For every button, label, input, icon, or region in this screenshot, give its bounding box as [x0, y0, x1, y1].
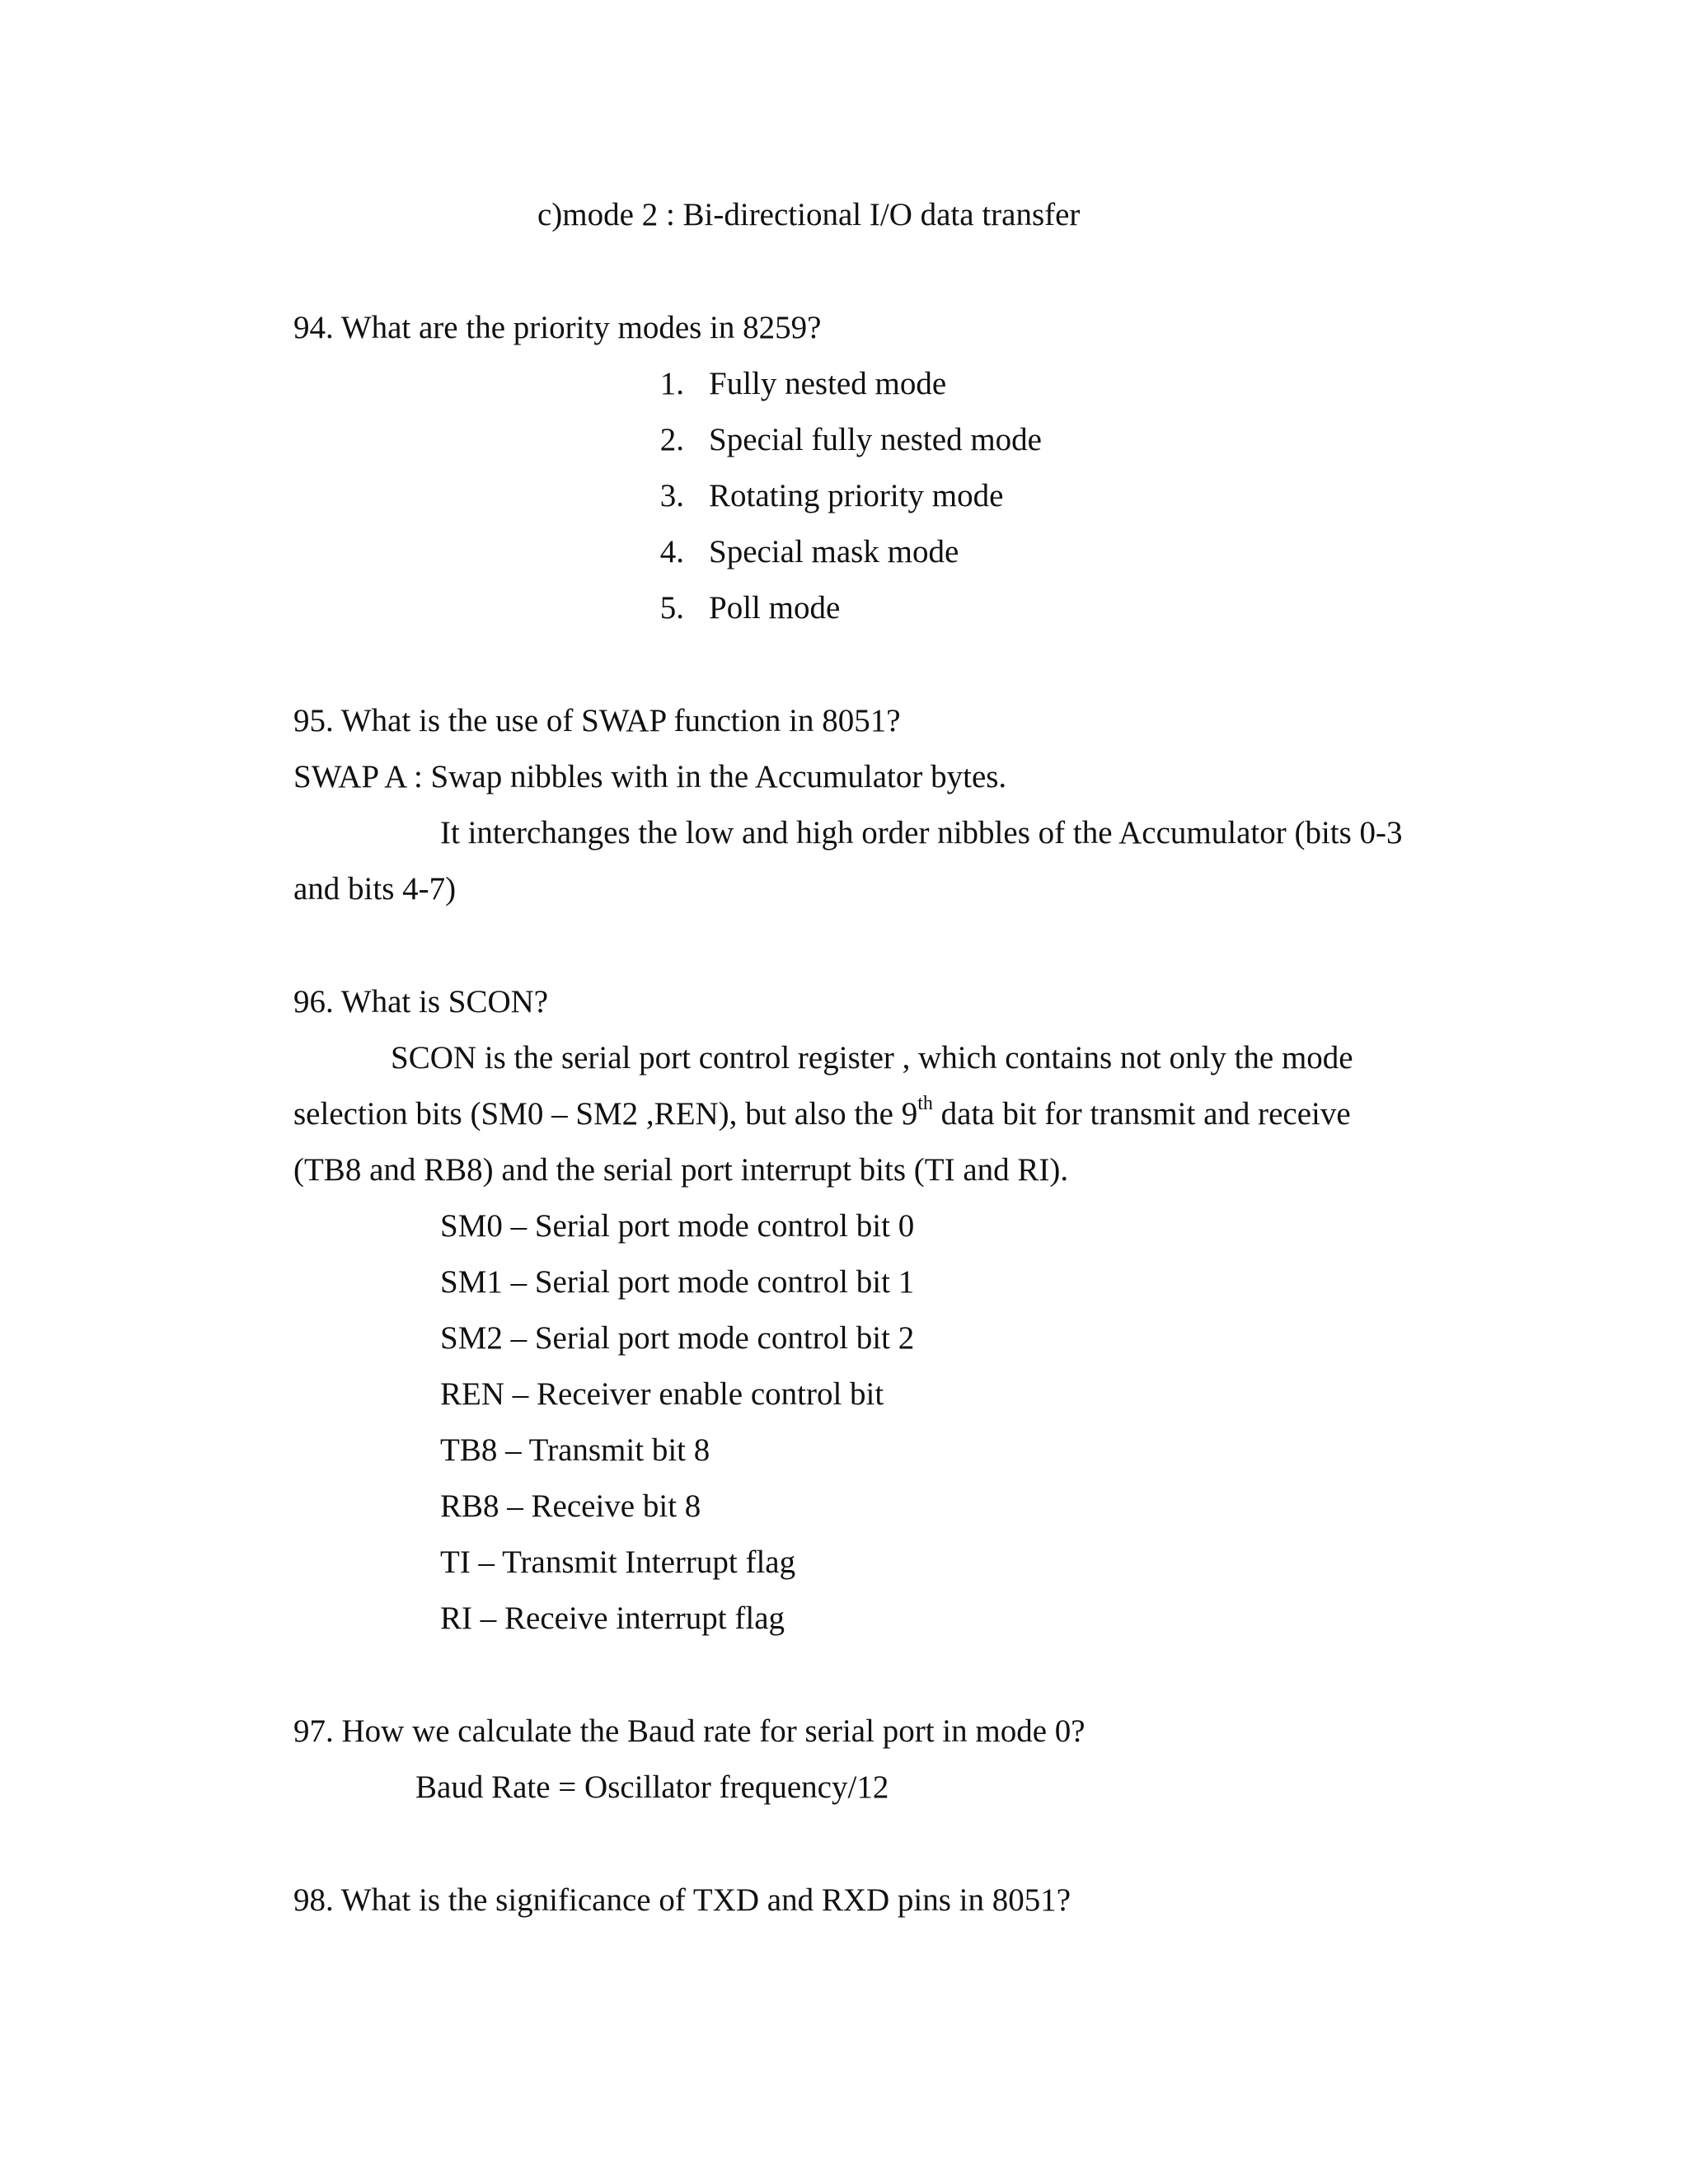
answer-96-line2-a: selection bits (SM0 – SM2 ,REN), but also the 9 — [293, 1096, 918, 1132]
scon-bit-ren: REN – Receiver enable control bit — [440, 1376, 884, 1412]
scon-bit-ri: RI – Receive interrupt flag — [440, 1601, 785, 1636]
question-98: 98. What is the significance of TXD and RXD pins in 8051? — [293, 1882, 1071, 1918]
scon-bit-ti: TI – Transmit Interrupt flag — [440, 1544, 796, 1580]
question-96: 96. What is SCON? — [293, 984, 549, 1019]
scon-bit-rb8: RB8 – Receive bit 8 — [440, 1488, 701, 1524]
answer-95-line3: and bits 4-7) — [293, 871, 457, 907]
list-item — [635, 420, 1042, 460]
answer-96-line3: (TB8 and RB8) and the serial port interrupt bits (TI and RI). — [293, 1152, 1069, 1188]
list-number: 3. — [659, 478, 684, 513]
list-text: Fully nested mode — [709, 366, 947, 401]
answer-97: Baud Rate = Oscillator frequency/12 — [415, 1769, 889, 1805]
list-number: 1. — [659, 366, 684, 401]
question-97: 97. How we calculate the Baud rate for serial port in mode 0? — [293, 1713, 1085, 1749]
answer-96-line1: SCON is the serial port control register , which contains not only the mode — [391, 1040, 1353, 1076]
question-94: 94. What are the priority modes in 8259? — [293, 310, 822, 345]
answer-95-line1: SWAP A : Swap nibbles with in the Accumulator bytes. — [293, 759, 1007, 794]
list-item — [635, 364, 946, 404]
answer-95-line2: It interchanges the low and high order nibbles of the Accumulator (bits 0-3 — [440, 815, 1403, 851]
list-text: Special fully nested mode — [709, 422, 1042, 457]
list-number: 2. — [659, 422, 684, 457]
list-item — [635, 476, 1003, 516]
scon-bit-sm2: SM2 – Serial port mode control bit 2 — [440, 1320, 915, 1356]
list-number: 5. — [659, 590, 684, 626]
list-item — [635, 588, 840, 628]
list-number: 4. — [659, 534, 684, 569]
superscript-th: th — [917, 1093, 933, 1114]
list-text: Special mask mode — [709, 534, 959, 569]
list-item — [635, 532, 959, 572]
scon-bit-tb8: TB8 – Transmit bit 8 — [440, 1432, 710, 1468]
question-95: 95. What is the use of SWAP function in 8051? — [293, 703, 901, 738]
scon-bit-sm1: SM1 – Serial port mode control bit 1 — [440, 1264, 915, 1300]
answer-96-line2 — [293, 1094, 1351, 1134]
mode2-line: c)mode 2 : Bi-directional I/O data transfer — [537, 197, 1081, 232]
scon-bit-sm0: SM0 – Serial port mode control bit 0 — [440, 1208, 915, 1244]
answer-96-line2-b: data bit for transmit and receive — [932, 1096, 1351, 1132]
list-text: Poll mode — [709, 590, 841, 626]
list-text: Rotating priority mode — [709, 478, 1004, 513]
